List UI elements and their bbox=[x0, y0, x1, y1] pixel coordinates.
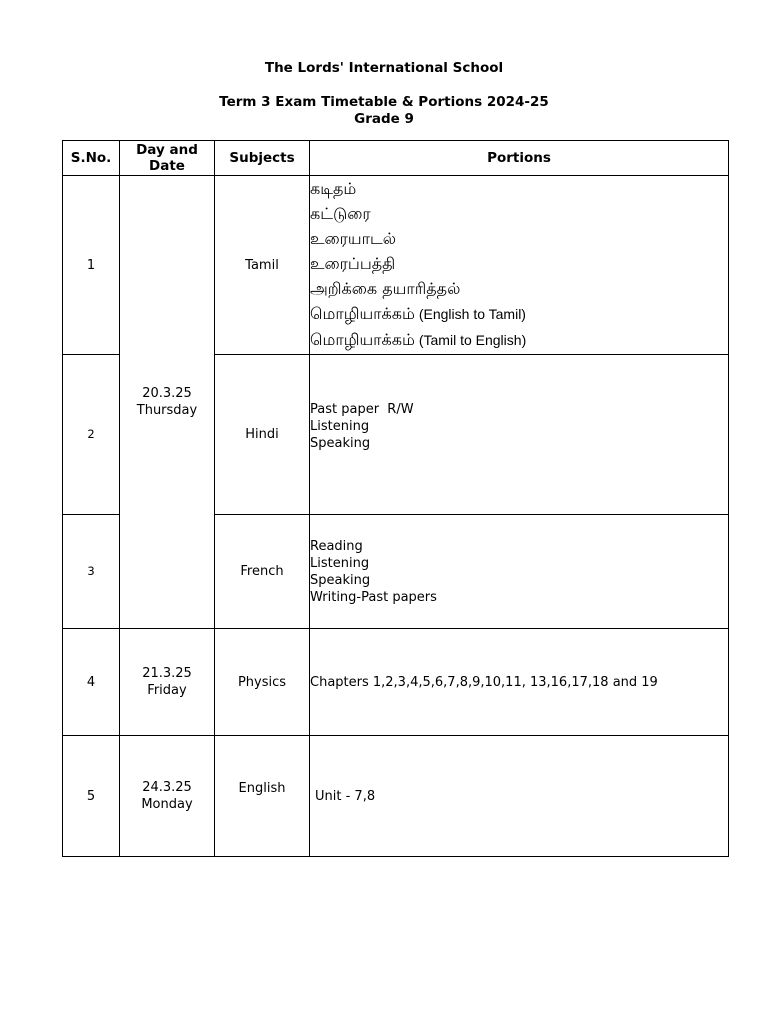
portion-item: Writing-Past papers bbox=[310, 589, 437, 605]
portion-item bbox=[310, 327, 728, 353]
subject-cell: Physics bbox=[215, 629, 310, 736]
portion-item bbox=[310, 276, 728, 301]
date-cell bbox=[120, 176, 215, 629]
portion-item: Reading bbox=[310, 538, 363, 554]
date-cell bbox=[120, 629, 215, 736]
date-cell bbox=[120, 736, 215, 857]
portion-item: Listening bbox=[310, 419, 370, 434]
portion-item: Speaking bbox=[310, 572, 371, 588]
subject-text: English bbox=[238, 780, 286, 796]
sno-cell: 2 bbox=[63, 355, 120, 515]
subject-cell: Tamil bbox=[215, 176, 310, 355]
date-text: 24.3.25 bbox=[142, 780, 192, 795]
sno-cell: 3 bbox=[63, 515, 120, 629]
day-text: Thursday bbox=[136, 403, 198, 418]
timetable-table bbox=[62, 140, 729, 857]
header-sno: S.No. bbox=[63, 141, 120, 176]
portion-item: Chapters 1,2,3,4,5,6,7,8,9,10,11, 13,16,17,18 and 19 bbox=[310, 674, 658, 690]
portion-english-note: (English to Tamil) bbox=[418, 306, 526, 322]
portion-item: Speaking bbox=[310, 436, 371, 451]
portions-cell bbox=[310, 176, 729, 355]
portion-item: Past paper R/W bbox=[310, 402, 414, 417]
subject-cell: French bbox=[215, 515, 310, 629]
portion-tamil-text: உரைப்பத்தி bbox=[310, 254, 396, 273]
portions-cell bbox=[310, 629, 729, 736]
table-row bbox=[63, 736, 729, 857]
portion-tamil-text: அறிக்கை தயாரித்தல் bbox=[310, 279, 461, 298]
school-name: The Lords' International School bbox=[264, 60, 504, 76]
portion-item bbox=[310, 176, 728, 201]
sno-cell: 1 bbox=[63, 176, 120, 355]
portion-tamil-text: கடிதம் bbox=[310, 179, 357, 198]
document-title: Term 3 Exam Timetable & Portions 2024-25 bbox=[219, 94, 549, 110]
subject-cell bbox=[215, 736, 310, 857]
portion-item bbox=[310, 251, 728, 276]
portion-item bbox=[310, 201, 728, 226]
date-text: 20.3.25 bbox=[142, 386, 192, 401]
portions-cell bbox=[310, 355, 729, 515]
portion-tamil-text: உரையாடல் bbox=[310, 229, 397, 248]
header-day-date: Day and Date bbox=[120, 141, 215, 176]
portions-cell bbox=[310, 736, 729, 857]
day-text: Monday bbox=[141, 797, 193, 812]
portion-item: Unit - 7,8 bbox=[315, 788, 376, 804]
portion-item: Listening bbox=[310, 555, 370, 571]
table-row bbox=[63, 176, 729, 355]
header-portions: Portions bbox=[310, 141, 729, 176]
subject-cell: Hindi bbox=[215, 355, 310, 515]
table-row bbox=[63, 629, 729, 736]
header-subjects: Subjects bbox=[215, 141, 310, 176]
portion-tamil-text: மொழியாக்கம் bbox=[310, 304, 415, 323]
portion-tamil-text: கட்டுரை bbox=[310, 204, 371, 223]
portion-item bbox=[310, 226, 728, 251]
sno-cell: 4 bbox=[63, 629, 120, 736]
portions-cell bbox=[310, 515, 729, 629]
day-text: Friday bbox=[147, 683, 187, 698]
sno-cell: 5 bbox=[63, 736, 120, 857]
date-text: 21.3.25 bbox=[142, 666, 192, 681]
header-row bbox=[63, 141, 729, 176]
portion-item bbox=[310, 301, 728, 327]
grade-label: Grade 9 bbox=[354, 111, 414, 127]
portion-english-note: (Tamil to English) bbox=[418, 332, 527, 348]
portion-tamil-text: மொழியாக்கம் bbox=[310, 330, 415, 349]
